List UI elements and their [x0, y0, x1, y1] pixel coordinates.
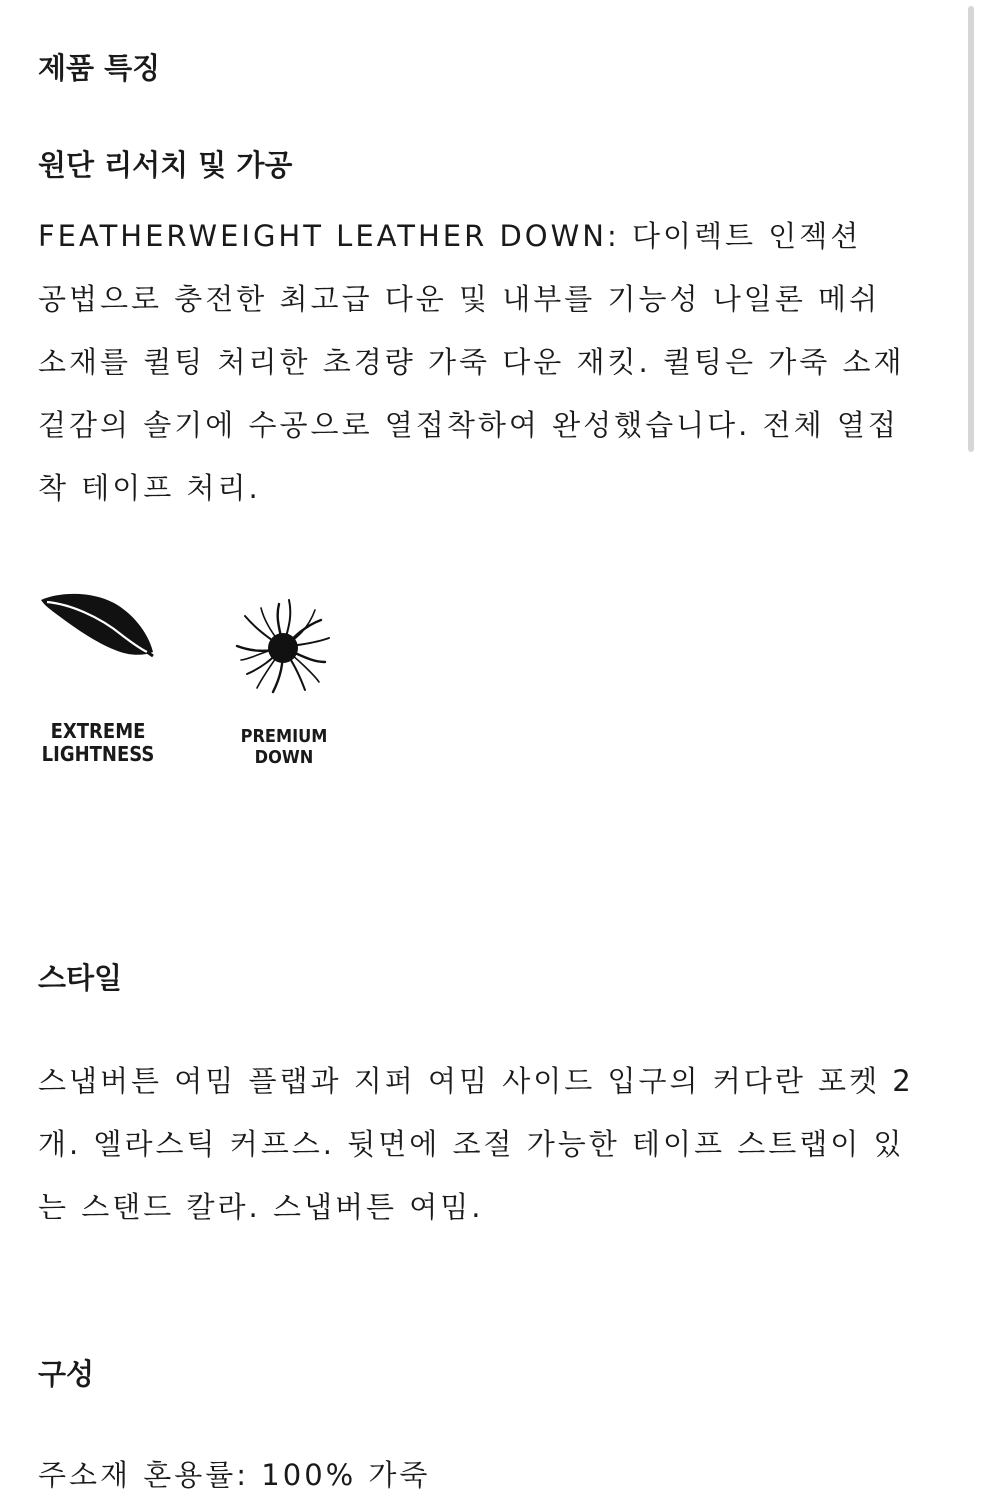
- fabric-heading: 원단 리서치 및 가공: [38, 148, 293, 182]
- badge-extreme-lightness: [38, 592, 158, 766]
- text-line: 주소재 혼용률: 100% 가죽: [38, 1458, 431, 1492]
- text-line: 공법으로 충전한 최고급 다운 및 내부를 기능성 나일론 메쉬: [38, 282, 881, 316]
- features-heading: 제품 특징: [38, 51, 161, 85]
- composition-heading: 구성: [38, 1357, 95, 1391]
- text-line: 개. 엘라스틱 커프스. 뒷면에 조절 가능한 테이프 스트랩이 있: [38, 1127, 905, 1161]
- badge-label: EXTREME LIGHTNESS: [41, 719, 155, 766]
- scrollbar[interactable]: [968, 6, 974, 452]
- text-line: FEATHERWEIGHT LEATHER DOWN: 다이렉트 인젝션: [38, 219, 862, 253]
- text-line: 스냅버튼 여밈 플랩과 지퍼 여밈 사이드 입구의 커다란 포켓 2: [38, 1064, 914, 1098]
- style-description: [38, 1050, 943, 1239]
- composition-description: [38, 1444, 943, 1507]
- text-line: 소재를 퀼팅 처리한 초경량 가죽 다운 재킷. 퀼팅은 가죽 소재: [38, 345, 905, 379]
- badge-label: PREMIUM DOWN: [240, 726, 328, 768]
- style-heading: 스타일: [38, 961, 123, 995]
- text-line: 착 테이프 처리.: [38, 471, 261, 505]
- text-line: 는 스탠드 칼라. 스냅버튼 여밈.: [38, 1190, 484, 1224]
- text-line: 겉감의 솔기에 수공으로 열접착하여 완성했습니다. 전체 열접: [38, 408, 899, 442]
- fabric-description: [38, 205, 943, 520]
- badge-premium-down: [234, 596, 334, 768]
- down-plume-icon: [235, 596, 333, 696]
- feather-icon: [39, 592, 157, 664]
